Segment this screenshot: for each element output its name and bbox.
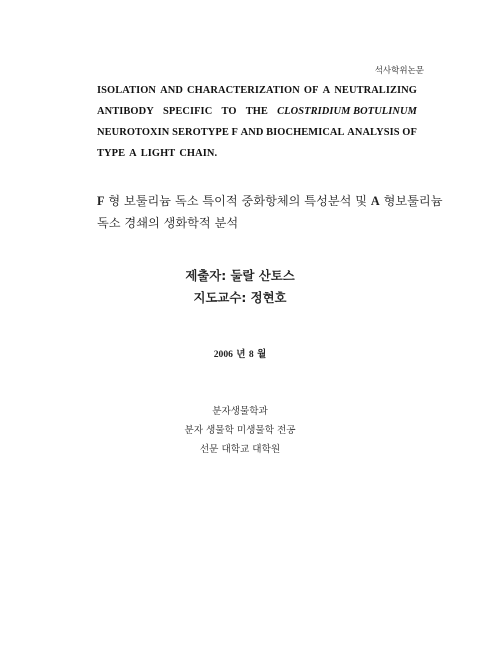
date-month: 8 xyxy=(248,349,254,360)
title-word: LIGHT xyxy=(140,148,176,159)
title-word: TYPE xyxy=(97,148,126,159)
korean-title-text: 형 보툴리늄 독소 특이적 중화항체의 특성분석 및 xyxy=(104,194,371,208)
date-month-unit: 월 xyxy=(253,349,267,360)
english-title-line-1 xyxy=(97,80,417,101)
submission-date xyxy=(0,346,480,360)
english-title-line-2 xyxy=(97,101,417,122)
organism-name: CLOSTRIDIUM BOTULINUM xyxy=(277,106,417,117)
english-title-line-3 xyxy=(97,122,417,143)
title-word: ISOLATION xyxy=(97,85,157,96)
date-year-unit: 년 xyxy=(232,349,249,360)
submitter: 제출자: 둘랄 산토스 xyxy=(185,268,295,283)
advisor: 지도교수: 정현호 xyxy=(193,290,287,305)
title-word: F xyxy=(231,127,238,138)
department: 분자생물학과 xyxy=(212,406,268,417)
title-word: AND xyxy=(160,85,183,96)
serotype-letter: F xyxy=(97,194,105,208)
title-word: ANTIBODY xyxy=(97,106,154,117)
serotype-letter: A xyxy=(370,194,380,208)
title-word: AND xyxy=(240,127,264,138)
korean-title xyxy=(97,190,443,234)
school: 선문 대학교 대학원 xyxy=(199,444,281,455)
title-word: OF xyxy=(402,127,417,138)
title-word: NEUTRALIZING xyxy=(334,85,417,96)
korean-title-line-2: 독소 경쇄의 생화학적 분석 xyxy=(97,216,239,230)
english-title-line-4 xyxy=(97,143,417,164)
title-word: A xyxy=(322,85,331,96)
title-word: CHARACTERIZATION xyxy=(187,85,300,96)
english-title xyxy=(97,80,417,164)
title-word: A xyxy=(129,148,137,159)
title-word: SEROTYPE xyxy=(172,127,229,138)
title-word: NEUROTOXIN xyxy=(97,127,170,138)
korean-title-line-1 xyxy=(97,190,443,212)
title-word: BIOCHEMICAL xyxy=(266,127,345,138)
title-word: THE xyxy=(245,106,268,117)
title-word: CHAIN. xyxy=(179,148,218,159)
degree-label: 석사학위논문 xyxy=(374,66,424,76)
title-word: TO xyxy=(221,106,237,117)
title-word: OF xyxy=(303,85,319,96)
major: 분자 생물학 미생물학 전공 xyxy=(184,425,296,436)
title-word: ANALYSIS xyxy=(347,127,400,138)
korean-title-text: 형보툴리늄 xyxy=(379,194,443,208)
title-word: SPECIFIC xyxy=(163,106,213,117)
date-year: 2006 xyxy=(213,349,233,360)
